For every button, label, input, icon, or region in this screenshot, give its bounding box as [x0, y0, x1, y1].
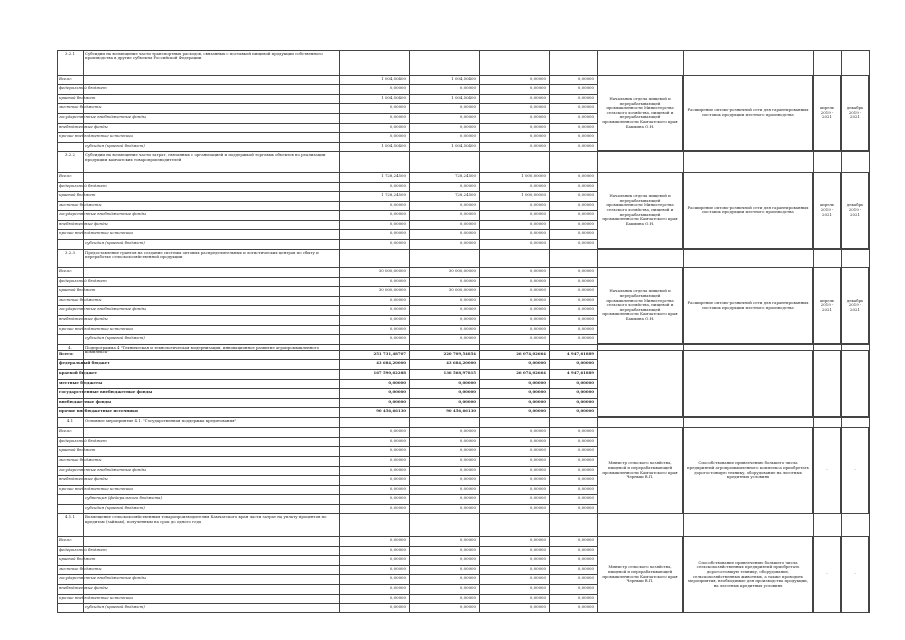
amount-cell: 0,00000: [389, 456, 406, 462]
row-label: федеральный бюджет: [59, 437, 107, 443]
amount-cell: 43 684,20000: [376, 360, 406, 366]
amount-cell: 0,00000: [529, 123, 546, 129]
amount-cell: 0,00000: [458, 398, 476, 404]
table-row: [57, 513, 869, 536]
amount-cell: 0,00000: [528, 408, 546, 414]
amount-cell: 0,00000: [529, 104, 546, 110]
amount-cell: 0,00000: [577, 537, 594, 543]
amount-cell: 4 947,61889: [566, 370, 594, 376]
table-row: [57, 50, 869, 75]
amount-cell: 0,00000: [529, 437, 546, 443]
grid-line: [409, 50, 410, 613]
row-label: местные бюджеты: [59, 296, 102, 302]
table-border-left: [57, 50, 58, 613]
amount-cell: 728,24500: [454, 192, 476, 198]
amount-cell: 0,00000: [577, 466, 594, 472]
amount-cell: 26 074,02664: [516, 370, 546, 376]
row-label: прочие внебюджетные источники: [59, 230, 133, 236]
amount-cell: 0,00000: [459, 437, 476, 443]
amount-cell: 0,00000: [459, 594, 476, 600]
amount-cell: 0,00000: [459, 114, 476, 120]
amount-cell: 0,00000: [529, 239, 546, 245]
amount-cell: 0,00000: [459, 537, 476, 543]
row-label: местные бюджеты: [59, 379, 103, 385]
amount-cell: 0,00000: [529, 565, 546, 571]
amount-cell: 0,00000: [577, 211, 594, 217]
amount-cell: 0,00000: [577, 447, 594, 453]
responsible-executor: Министр сельского хозяйства, пищевой и перерабатывающей промышленности Камчатского края Черныш В.П.: [597, 536, 683, 613]
table-row: [57, 417, 869, 427]
row-label: федеральный бюджет: [59, 182, 107, 188]
amount-cell: 0,00000: [529, 556, 546, 562]
amount-cell: 0,00000: [529, 537, 546, 543]
amount-cell: 0,00000: [577, 94, 594, 100]
amount-cell: 0,00000: [389, 306, 406, 312]
row-label: прочие внебюджетные источники: [59, 325, 133, 331]
amount-cell: 0,00000: [459, 504, 476, 510]
row-label: федеральный бюджет: [59, 546, 107, 552]
amount-cell: 0,00000: [529, 182, 546, 188]
end-date: -: [841, 536, 869, 613]
amount-cell: 1 000,00000: [521, 172, 546, 178]
amount-cell: 0,00000: [577, 239, 594, 245]
amount-cell: 0,00000: [576, 408, 594, 414]
row-label: местные бюджеты: [59, 565, 102, 571]
start-date: апрель 2019 - 2021: [813, 75, 841, 152]
amount-cell: 0,00000: [529, 335, 546, 341]
amount-cell: 0,00000: [577, 428, 594, 434]
amount-cell: 0,00000: [459, 315, 476, 321]
amount-cell: 1 728,24500: [381, 172, 406, 178]
amount-cell: 0,00000: [459, 104, 476, 110]
amount-cell: 0,00000: [577, 604, 594, 610]
responsible-executor: [597, 350, 683, 417]
start-date: -: [813, 536, 841, 613]
amount-cell: 0,00000: [577, 142, 594, 148]
row-label: Всего:: [59, 172, 72, 178]
row-label: внебюджетные фонды: [59, 476, 108, 482]
expected-result: Способствование привлечению большего числа сельскохозяйственных предприятий приобретать дорогостоящую технику, оборудование, сельскохозяйственных животных, а также проводить мероприятия, необходимые для производства продукции, на льготных кредитных условиях: [683, 536, 813, 613]
amount-cell: 0,00000: [459, 211, 476, 217]
amount-cell: 0,00000: [388, 398, 406, 404]
section-number: 4.1: [66, 417, 74, 423]
amount-cell: 0,00000: [529, 325, 546, 331]
amount-cell: 0,00000: [577, 315, 594, 321]
amount-cell: 0,00000: [529, 466, 546, 472]
amount-cell: 1 004,50400: [381, 75, 406, 81]
amount-cell: 0,00000: [577, 556, 594, 562]
row-label: Всего:: [59, 428, 72, 434]
amount-cell: 0,00000: [459, 277, 476, 283]
amount-cell: 0,00000: [528, 360, 546, 366]
responsible-executor: Начальник отдела пищевой и перерабатывающей промышленности Министерства сельского хозяйства, пищевой и перерабатывающей промышленности Камчатского края Бакмина О.Н.: [597, 75, 683, 152]
amount-cell: 0,00000: [389, 104, 406, 110]
amount-cell: 0,00000: [458, 389, 476, 395]
amount-cell: 0,00000: [389, 277, 406, 283]
amount-cell: 0,00000: [577, 584, 594, 590]
amount-cell: 0,00000: [459, 485, 476, 491]
amount-cell: 0,00000: [529, 485, 546, 491]
amount-cell: 90 456,66130: [376, 408, 406, 414]
table-row: [57, 249, 869, 268]
amount-cell: 0,00000: [389, 239, 406, 245]
row-label: краевой бюджет: [59, 447, 96, 453]
amount-cell: 0,00000: [577, 192, 594, 198]
amount-cell: 0,00000: [459, 201, 476, 207]
amount-cell: 30 000,00000: [448, 268, 476, 274]
start-date: -: [813, 427, 841, 513]
row-label: внебюджетные фонды: [59, 398, 112, 404]
amount-cell: 0,00000: [389, 556, 406, 562]
amount-cell: 0,00000: [529, 315, 546, 321]
amount-cell: 1 004,50400: [381, 142, 406, 148]
amount-cell: 0,00000: [459, 556, 476, 562]
row-label: краевой бюджет: [59, 287, 96, 293]
amount-cell: 26 074,02664: [516, 350, 546, 356]
amount-cell: 0,00000: [389, 575, 406, 581]
amount-cell: 0,00000: [459, 546, 476, 552]
amount-cell: 0,00000: [389, 133, 406, 139]
row-label: прочие внебюджетные источники: [59, 485, 133, 491]
amount-cell: 0,00000: [529, 287, 546, 293]
row-label: государственные внебюджетные фонды: [59, 306, 146, 312]
grid-line: [549, 50, 550, 613]
start-date: [813, 350, 841, 417]
row-label: федеральный бюджет: [59, 85, 107, 91]
amount-cell: 0,00000: [577, 296, 594, 302]
row-label: Всего:: [59, 350, 74, 356]
amount-cell: 0,00000: [577, 75, 594, 81]
amount-cell: 0,00000: [459, 466, 476, 472]
amount-cell: 90 456,66130: [446, 408, 476, 414]
section-number: 3.2.3: [65, 249, 75, 255]
amount-cell: 0,00000: [529, 211, 546, 217]
section-title: Субсидии на возмещение части транспортных расходов, связанных с поставкой пищевой продукции собственного производства в другие субъекты Российской Федерации: [85, 51, 323, 61]
amount-cell: 0,00000: [389, 546, 406, 552]
amount-cell: 0,00000: [389, 594, 406, 600]
amount-cell: 0,00000: [389, 565, 406, 571]
amount-cell: 0,00000: [577, 182, 594, 188]
amount-cell: 0,00000: [459, 584, 476, 590]
amount-cell: 0,00000: [577, 133, 594, 139]
amount-cell: 0,00000: [577, 504, 594, 510]
row-label: внебюджетные фонды: [59, 123, 108, 129]
amount-cell: 0,00000: [529, 142, 546, 148]
amount-cell: 0,00000: [577, 114, 594, 120]
amount-cell: 0,00000: [529, 306, 546, 312]
amount-cell: 0,00000: [459, 428, 476, 434]
amount-cell: 0,00000: [389, 220, 406, 226]
amount-cell: 0,00000: [459, 306, 476, 312]
amount-cell: 0,00000: [577, 85, 594, 91]
amount-cell: 0,00000: [389, 230, 406, 236]
amount-cell: 0,00000: [529, 133, 546, 139]
amount-cell: 0,00000: [459, 296, 476, 302]
amount-cell: 0,00000: [529, 604, 546, 610]
amount-cell: 0,00000: [459, 456, 476, 462]
end-date: декабрь 2019 - 2021: [841, 75, 869, 152]
expected-result: Расширение оптово-розничной сети для гарантированных поставок продукции местного производства: [683, 267, 813, 344]
amount-cell: 0,00000: [529, 428, 546, 434]
start-date: апрель 2019 - 2021: [813, 267, 841, 344]
section-number: 3.2.2: [65, 152, 75, 158]
amount-cell: 728,24500: [454, 172, 476, 178]
amount-cell: 0,00000: [459, 230, 476, 236]
amount-cell: 0,00000: [459, 447, 476, 453]
table-row: [57, 151, 869, 172]
amount-cell: 0,00000: [459, 239, 476, 245]
responsible-executor: Министр сельского хозяйства, пищевой и перерабатывающей промышленности Камчатского края Черныш В.П.: [597, 427, 683, 513]
section-title: Предоставление грантов на создание системы оптовых распределительных и логистических центров по сбыту и переработке сельскохозяйственной продукции: [85, 249, 319, 259]
section-number: 3.2.1: [65, 51, 75, 56]
row-label: местные бюджеты: [59, 104, 102, 110]
amount-cell: 0,00000: [388, 389, 406, 395]
end-date: декабрь 2019 - 2021: [841, 267, 869, 344]
amount-cell: 30 000,00000: [448, 287, 476, 293]
amount-cell: 0,00000: [389, 537, 406, 543]
amount-cell: 0,00000: [459, 476, 476, 482]
row-label: внебюджетные фонды: [59, 584, 108, 590]
amount-cell: 0,00000: [529, 75, 546, 81]
amount-cell: 0,00000: [529, 85, 546, 91]
amount-cell: 0,00000: [529, 268, 546, 274]
row-label: Всего:: [59, 268, 72, 274]
amount-cell: 0,00000: [576, 379, 594, 385]
row-label: государственные внебюджетные фонды: [59, 211, 146, 217]
row-label: субсидия (краевой бюджет): [85, 604, 145, 610]
section-title: Возмещение сельскохозяйственным товаропроизводителям Камчатского края части затрат на уплату процентов по кредитам (займам), полученным на срок до одного года: [85, 514, 327, 524]
amount-cell: 1 004,50400: [451, 94, 476, 100]
amount-cell: 0,00000: [577, 546, 594, 552]
amount-cell: 0,00000: [529, 476, 546, 482]
grid-line: [83, 50, 84, 613]
expected-result: Расширение оптово-розничной сети для гарантированных поставок продукции местного производства: [683, 75, 813, 152]
amount-cell: 0,00000: [577, 456, 594, 462]
amount-cell: 0,00000: [577, 495, 594, 501]
amount-cell: 0,00000: [459, 325, 476, 331]
amount-cell: 0,00000: [389, 504, 406, 510]
amount-cell: 0,00000: [389, 466, 406, 472]
amount-cell: 0,00000: [389, 211, 406, 217]
row-label: субсидия (краевой бюджет): [85, 335, 145, 341]
amount-cell: 167 590,62288: [373, 370, 406, 376]
amount-cell: 4 947,61889: [566, 350, 594, 356]
amount-cell: 0,00000: [459, 495, 476, 501]
amount-cell: 0,00000: [577, 277, 594, 283]
amount-cell: 0,00000: [577, 437, 594, 443]
amount-cell: 0,00000: [389, 495, 406, 501]
budget-table: [57, 50, 869, 613]
section-title: Субсидии на возмещение части затрат, связанных с организацией и поддержкой торговых объектов по реализации продукции камчатских товаропроизводителей: [85, 152, 326, 162]
amount-cell: 0,00000: [458, 379, 476, 385]
amount-cell: 0,00000: [529, 296, 546, 302]
amount-cell: 0,00000: [389, 123, 406, 129]
amount-cell: 0,00000: [529, 456, 546, 462]
amount-cell: 1 004,50400: [381, 94, 406, 100]
amount-cell: 0,00000: [389, 428, 406, 434]
amount-cell: 0,00000: [529, 201, 546, 207]
section-number: 4.: [68, 344, 72, 350]
row-label: прочие внебюджетные источники: [59, 594, 133, 600]
responsible-executor: Начальник отдела пищевой и перерабатывающей промышленности Министерства сельского хозяйства, пищевой и перерабатывающей промышленности Камчатского края Бакмина О.Н.: [597, 172, 683, 249]
amount-cell: 0,00000: [577, 123, 594, 129]
row-label: краевой бюджет: [59, 370, 98, 376]
amount-cell: 0,00000: [459, 604, 476, 610]
amount-cell: 0,00000: [529, 447, 546, 453]
amount-cell: 30 000,00000: [378, 287, 406, 293]
row-label: внебюджетные фонды: [59, 315, 108, 321]
row-label: государственные внебюджетные фонды: [59, 575, 146, 581]
amount-cell: 0,00000: [529, 584, 546, 590]
row-label: субвенция (федерального бюджета): [85, 495, 162, 501]
end-date: -: [841, 427, 869, 513]
row-label: федеральный бюджет: [59, 277, 107, 283]
expected-result: Способствование привлечению большего числа предприятий агропромышленного комплекса приобретать дорогостоящую технику, оборудование на льготных кредитных условиях: [683, 427, 813, 513]
amount-cell: 0,00000: [459, 220, 476, 226]
amount-cell: 0,00000: [577, 268, 594, 274]
amount-cell: 0,00000: [388, 379, 406, 385]
row-label: субсидия (краевой бюджет): [85, 142, 145, 148]
amount-cell: 0,00000: [528, 379, 546, 385]
start-date: апрель 2019 - 2021: [813, 172, 841, 249]
row-label: внебюджетные фонды: [59, 220, 108, 226]
amount-cell: 0,00000: [529, 495, 546, 501]
amount-cell: 0,00000: [577, 335, 594, 341]
amount-cell: 251 731,48707: [373, 350, 406, 356]
amount-cell: 0,00000: [389, 447, 406, 453]
amount-cell: 0,00000: [577, 565, 594, 571]
amount-cell: 0,00000: [577, 325, 594, 331]
amount-cell: 0,00000: [459, 123, 476, 129]
row-label: Всего:: [59, 537, 72, 543]
amount-cell: 0,00000: [389, 437, 406, 443]
amount-cell: 0,00000: [577, 201, 594, 207]
amount-cell: 0,00000: [389, 325, 406, 331]
row-label: местные бюджеты: [59, 456, 102, 462]
amount-cell: 0,00000: [529, 230, 546, 236]
amount-cell: 1 728,24500: [381, 192, 406, 198]
amount-cell: 0,00000: [529, 504, 546, 510]
amount-cell: 0,00000: [459, 182, 476, 188]
amount-cell: 0,00000: [577, 230, 594, 236]
grid-line: [339, 50, 340, 613]
amount-cell: 0,00000: [577, 485, 594, 491]
amount-cell: 0,00000: [529, 594, 546, 600]
row-label: субсидия (краевой бюджет): [85, 239, 145, 245]
table-border-right: [869, 50, 870, 613]
row-label: местные бюджеты: [59, 201, 102, 207]
amount-cell: 220 709,54854: [443, 350, 476, 356]
end-date: [841, 350, 869, 417]
end-date: декабрь 2019 - 2021: [841, 172, 869, 249]
amount-cell: 0,00000: [459, 85, 476, 91]
amount-cell: 0,00000: [389, 182, 406, 188]
row-label: государственные внебюджетные фонды: [59, 466, 146, 472]
amount-cell: 0,00000: [577, 104, 594, 110]
amount-cell: 136 568,97815: [443, 370, 476, 376]
amount-cell: 1 004,50400: [451, 142, 476, 148]
amount-cell: 0,00000: [459, 335, 476, 341]
amount-cell: 0,00000: [389, 114, 406, 120]
amount-cell: 43 684,20000: [446, 360, 476, 366]
amount-cell: 30 000,00000: [378, 268, 406, 274]
amount-cell: 0,00000: [459, 575, 476, 581]
section-number: 4.1.1: [65, 514, 75, 520]
amount-cell: 0,00000: [389, 584, 406, 590]
amount-cell: 0,00000: [576, 389, 594, 395]
amount-cell: 0,00000: [577, 220, 594, 226]
amount-cell: 0,00000: [577, 287, 594, 293]
row-label: Всего:: [59, 75, 72, 81]
amount-cell: 1 004,50400: [451, 75, 476, 81]
row-label: субсидия (краевой бюджет): [85, 504, 145, 510]
amount-cell: 0,00000: [529, 114, 546, 120]
expected-result: Расширение оптово-розничной сети для гарантированных поставок продукции местного производства: [683, 172, 813, 249]
section-title: Основное мероприятие 4.1. "Государственная поддержка кредитования": [85, 417, 237, 423]
row-label: государственные внебюджетные фонды: [59, 114, 146, 120]
amount-cell: 0,00000: [577, 575, 594, 581]
amount-cell: 0,00000: [389, 201, 406, 207]
row-label: краевой бюджет: [59, 192, 96, 198]
section-title: Подпрограмма 4 "Техническая и технологическая модернизация, инновационное развитие агропромышленного комплекса": [85, 344, 320, 355]
amount-cell: 0,00000: [529, 546, 546, 552]
row-label: государственные внебюджетные фонды: [59, 389, 153, 395]
amount-cell: 0,00000: [576, 398, 594, 404]
row-label: прочие внебюджетные источники: [59, 133, 133, 139]
amount-cell: 0,00000: [459, 133, 476, 139]
amount-cell: 0,00000: [529, 277, 546, 283]
amount-cell: 0,00000: [459, 565, 476, 571]
amount-cell: 0,00000: [389, 485, 406, 491]
amount-cell: 0,00000: [576, 360, 594, 366]
amount-cell: 0,00000: [389, 296, 406, 302]
row-label: краевой бюджет: [59, 94, 96, 100]
amount-cell: 0,00000: [389, 315, 406, 321]
amount-cell: 0,00000: [577, 594, 594, 600]
amount-cell: 1 000,00000: [521, 192, 546, 198]
amount-cell: 0,00000: [529, 220, 546, 226]
row-label: прочие внебюджетные источники: [59, 408, 138, 414]
amount-cell: 0,00000: [529, 94, 546, 100]
amount-cell: 0,00000: [389, 335, 406, 341]
amount-cell: 0,00000: [389, 85, 406, 91]
amount-cell: 0,00000: [577, 476, 594, 482]
amount-cell: 0,00000: [577, 306, 594, 312]
amount-cell: 0,00000: [528, 398, 546, 404]
responsible-executor: Начальник отдела пищевой и перерабатывающей промышленности Министерства сельского хозяйства, пищевой и перерабатывающей промышленности Камчатского края Бакмина О.Н.: [597, 267, 683, 344]
amount-cell: 0,00000: [528, 389, 546, 395]
expected-result: [683, 350, 813, 417]
grid-line: [479, 50, 480, 613]
amount-cell: 0,00000: [389, 476, 406, 482]
amount-cell: 0,00000: [529, 575, 546, 581]
amount-cell: 0,00000: [389, 604, 406, 610]
row-label: краевой бюджет: [59, 556, 96, 562]
row-label: федеральный бюджет: [59, 360, 110, 366]
amount-cell: 0,00000: [577, 172, 594, 178]
